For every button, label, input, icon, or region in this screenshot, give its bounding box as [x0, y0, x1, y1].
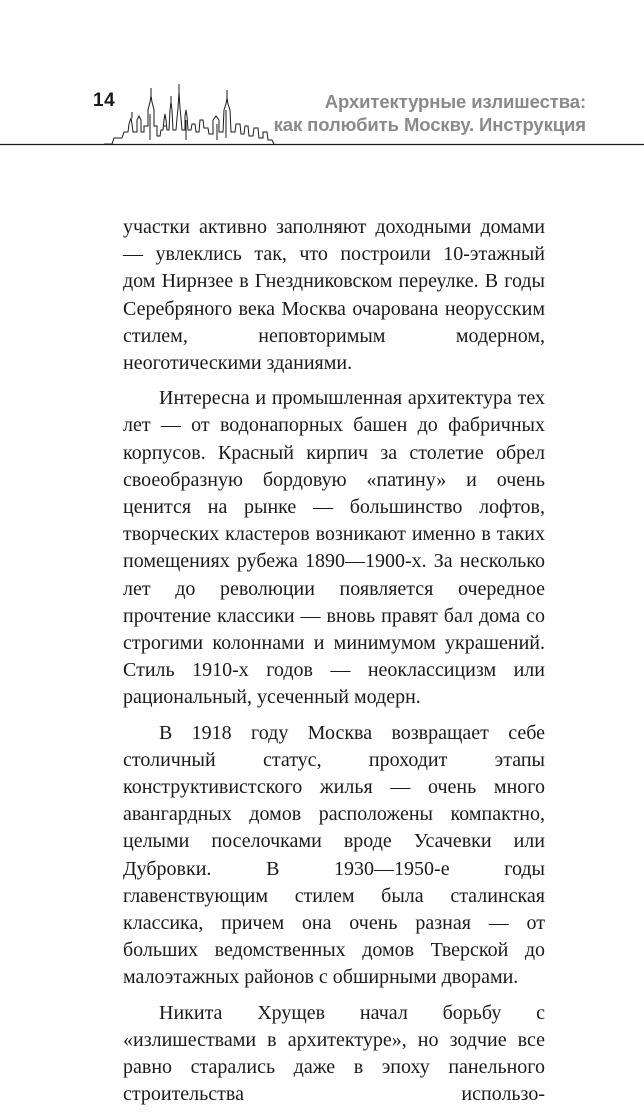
running-header-title: [274, 90, 586, 136]
page-number: 14: [93, 90, 116, 111]
paragraph-1: участки активно заполняют доходными домами — увлеклись так, что построили 10-этажный дом Нирнзее в Гнездниковском переулке. В годы Серебряного века Москва очарована неорусским стилем, неповторимым модерном, неоготическими зданиями.: [123, 216, 545, 375]
paragraph-4: Никита Хрущев начал борьбу с «излишествами в архитектуре», но зодчие все равно старались даже в эпоху панельного строительства использо-: [123, 1001, 545, 1106]
paragraph-3: В 1918 году Москва возвращает себе столичный статус, проходит этапы конструктивистского жилья — очень много авангардных домов расположены компактно, целыми поселочками вроде Усачевки или Дубровки. В 1930—1950-е годы главенствующим стилем была сталинская классика, причем она очень разная — от больших ведомственных домов Тверской до малоэтажных районов с обширными дворами.: [123, 721, 545, 989]
running-title-line-1: Архитектурные излишества:: [324, 91, 586, 112]
body-text: [123, 214, 545, 1117]
running-title-line-2: как полюбить Москву. Инструкция: [273, 114, 586, 135]
paragraph-2: Интересна и промышленная архитектура тех лет — от водонапорных башен до фабричных корпусов. Красный кирпич за столетие обрел своеобразную бордовую «патину» и очень ценится на рынке — большинство лофтов, творческих кластеров возникают именно в таких помещениях рубежа 1890—1900-х. За несколько лет до революции появляется очередное прочтение классики — вновь правят бал дома со строгими колоннами и минимумом украшений. Стиль 1910-х годов — неоклассицизм или рациональный, усеченный модерн.: [123, 387, 545, 709]
